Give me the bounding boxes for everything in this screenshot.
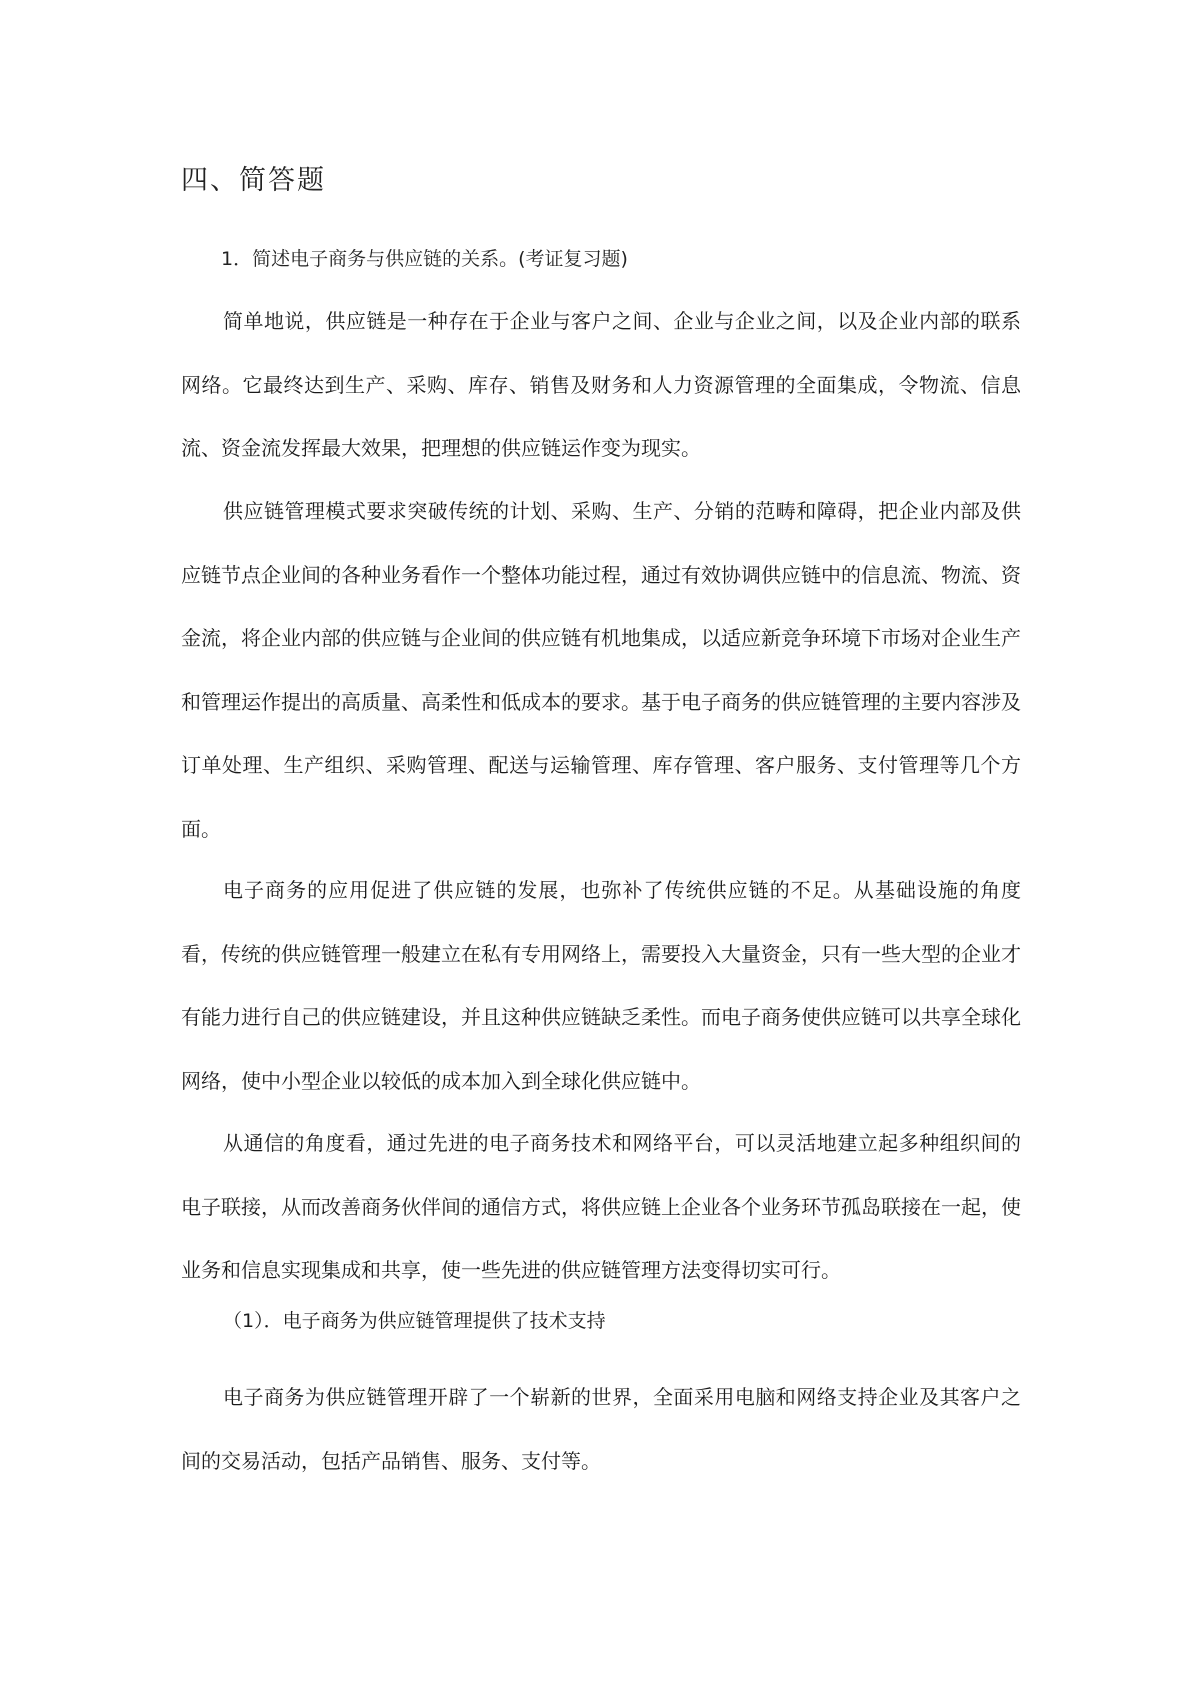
paragraph: 从通信的角度看，通过先进的电子商务技术和网络平台，可以灵活地建立起多种组织间的电子联接，从而改善商务伙伴间的通信方式，将供应链上企业各个业务环节孤岛联接在一起，使业务和信息实现集成和共享，使一些先进的供应链管理方法变得切实可行。 [181, 1131, 1021, 1282]
paragraph: 供应链管理模式要求突破传统的计划、采购、生产、分销的范畴和障碍，把企业内部及供应链节点企业间的各种业务看作一个整体功能过程，通过有效协调供应链中的信息流、物流、资金流，将企业内部的供应链与企业间的供应链有机地集成，以适应新竞争环境下市场对企业生产和管理运作提出的高质量、高柔性和低成本的要求。基于电子商务的供应链管理的主要内容涉及订单处理、生产组织、采购管理、配送与运输管理、库存管理、客户服务、支付管理等几个方面。 [181, 499, 1021, 841]
question-title: 1．简述电子商务与供应链的关系。(考证复习题) [221, 248, 628, 270]
section-heading: 四、简答题 [181, 165, 326, 196]
paragraph: 电子商务为供应链管理开辟了一个崭新的世界，全面采用电脑和网络支持企业及其客户之间的交易活动，包括产品销售、服务、支付等。 [181, 1385, 1021, 1473]
paragraph: 电子商务的应用促进了供应链的发展，也弥补了传统供应链的不足。从基础设施的角度看，传统的供应链管理一般建立在私有专用网络上，需要投入大量资金，只有一些大型的企业才有能力进行自己的供应链建设，并且这种供应链缺乏柔性。而电子商务使供应链可以共享全球化网络，使中小型企业以较低的成本加入到全球化供应链中。 [181, 878, 1021, 1093]
paragraph: 简单地说，供应链是一种存在于企业与客户之间、企业与企业之间，以及企业内部的联系网络。它最终达到生产、采购、库存、销售及财务和人力资源管理的全面集成，令物流、信息流、资金流发挥最大效果，把理想的供应链运作变为现实。 [181, 309, 1021, 460]
subsection-heading: （1）．电子商务为供应链管理提供了技术支持 [223, 1310, 606, 1332]
